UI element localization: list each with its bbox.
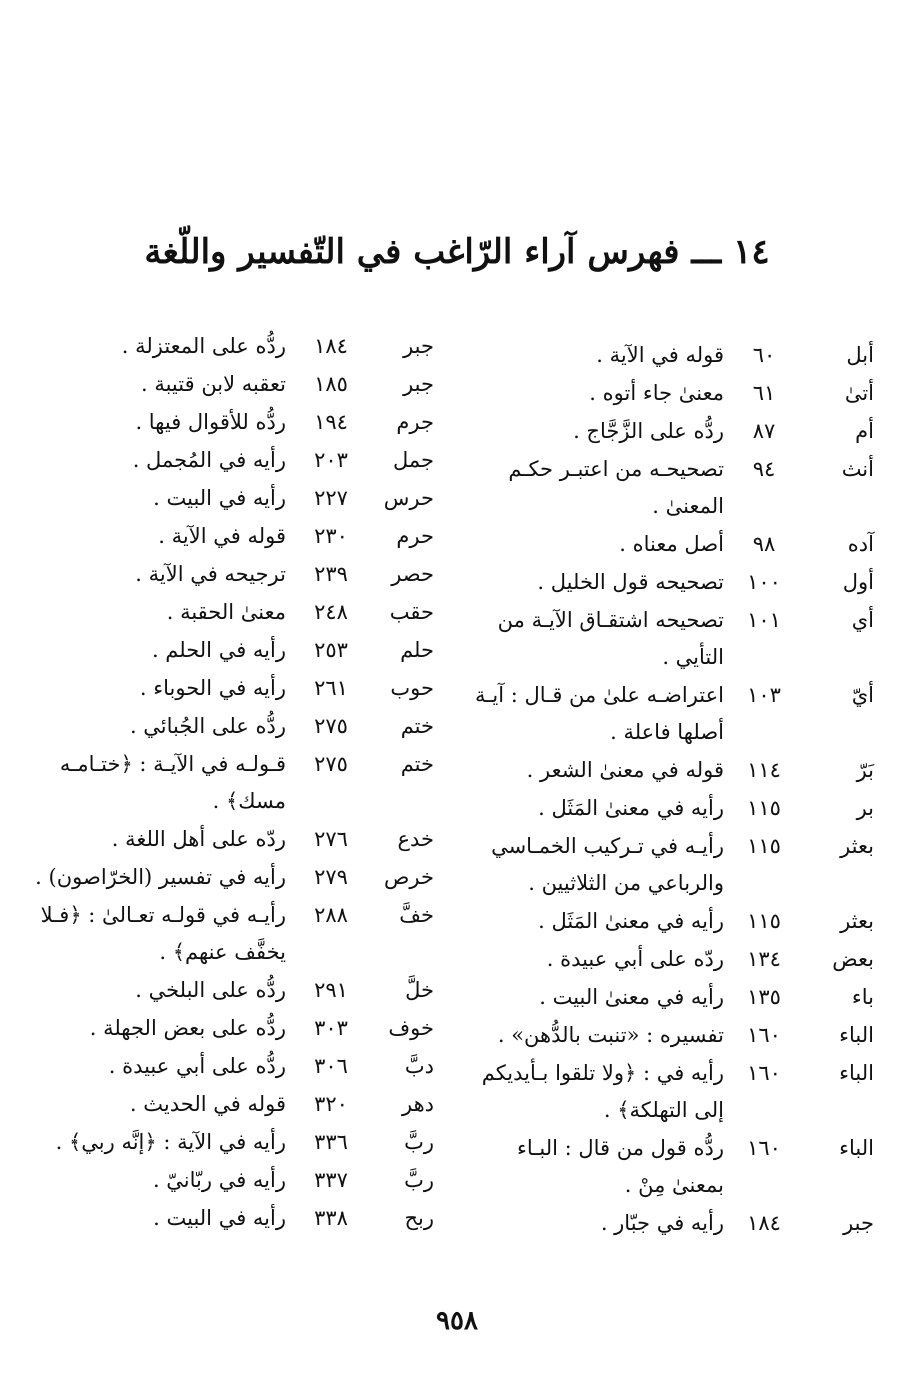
entry-num: ٢٧٥ <box>314 714 348 738</box>
entry-desc: رأيه في الحلم . <box>151 638 286 662</box>
entry-desc: رأيـه في قولـه تعـالىٰ : ﴿فـلا يخفَّف عنهم﴾ . <box>40 903 286 964</box>
entry-num: ١٦٠ <box>747 1136 781 1160</box>
entry-desc: ردُّه على بعض الجهلة . <box>89 1016 286 1040</box>
entry-num: ١٦٠ <box>747 1061 781 1085</box>
entry-root: ربَّ <box>404 1130 434 1154</box>
entry-num: ٢٦١ <box>314 676 348 700</box>
entry-num: ١٠٣ <box>747 683 781 707</box>
entry-root: أنث <box>841 457 874 481</box>
entry-num: ٣٣٨ <box>314 1206 348 1230</box>
index-entry <box>14 328 434 365</box>
entry-desc: ردّه على أبي عبيدة . <box>546 947 724 971</box>
entry-num: ٢٣٩ <box>314 562 348 586</box>
index-entry <box>474 564 874 601</box>
entry-num: ١٨٥ <box>314 372 348 396</box>
entry-root: ختم <box>400 714 434 738</box>
entry-num: ٢٩١ <box>314 978 348 1002</box>
index-entry <box>474 1130 874 1204</box>
entry-desc: ردُّه قول من قال : البـاء بمعنىٰ مِنْ . <box>516 1136 724 1197</box>
entry-desc: ترجيحه في الآية . <box>135 562 286 586</box>
page-title: ١٤ ـــ فهرس آراء الرّاغب في التّفسير واللّغة <box>144 232 770 272</box>
index-column-right <box>474 337 874 1243</box>
entry-num: ٩٨ <box>752 532 776 556</box>
entry-desc: أصل معناه . <box>619 532 724 556</box>
entry-desc: تصحيحـه من اعتبـر حكـم المعنىٰ . <box>508 457 724 518</box>
index-entry <box>14 821 434 858</box>
entry-root: حلم <box>400 638 434 662</box>
entry-root: باء <box>851 985 874 1009</box>
index-entry <box>474 375 874 412</box>
entry-num: ٢٤٨ <box>314 600 348 624</box>
entry-root: بعثر <box>840 909 874 933</box>
entry-num: ٣٣٦ <box>314 1130 348 1154</box>
entry-desc: ردُّه على أبي عبيدة . <box>108 1054 286 1078</box>
index-entry <box>14 670 434 707</box>
index-entry <box>474 526 874 563</box>
entry-desc: قـولـه في الآيـة : ﴿ختـامـه مسك﴾ . <box>59 752 286 813</box>
entry-root: حرس <box>383 486 434 510</box>
entry-num: ٢٠٣ <box>314 448 348 472</box>
entry-num: ٢٥٣ <box>314 638 348 662</box>
entry-root: بعض <box>832 947 874 971</box>
entry-root: ختم <box>400 752 434 776</box>
entry-desc: ردُّه على الزَّجَّاج . <box>573 419 724 443</box>
entry-root: خوف <box>388 1016 434 1040</box>
entry-desc: معنىٰ الحقبة . <box>166 600 286 624</box>
index-entry <box>14 859 434 896</box>
entry-root: بَرّ <box>856 758 874 782</box>
entry-root: بر <box>856 796 874 820</box>
entry-num: ١٠١ <box>747 608 781 632</box>
entry-desc: رأيه في البيت . <box>153 1206 286 1230</box>
entry-num: ٢٨٨ <box>314 903 348 927</box>
entry-desc: رأيه في جبّار . <box>600 1211 724 1235</box>
entry-root: خرص <box>384 865 434 889</box>
entry-root: خدع <box>397 827 434 851</box>
entry-desc: ردّه على أهل اللغة . <box>111 827 286 851</box>
index-entry <box>14 404 434 441</box>
entry-root: حرم <box>396 524 434 548</box>
index-entry <box>14 1124 434 1161</box>
index-entry <box>474 677 874 751</box>
entry-desc: رأيه في معنىٰ المَثَل . <box>538 909 724 933</box>
index-entry <box>474 790 874 827</box>
entry-root: أتىٰ <box>844 381 874 405</box>
entry-desc: قوله في الحديث . <box>129 1092 286 1116</box>
index-entry <box>14 1086 434 1123</box>
entry-desc: ردُّه على البلخي . <box>135 978 286 1002</box>
entry-num: ٢٣٠ <box>314 524 348 548</box>
entry-desc: ردُّه للأقوال فيها . <box>135 410 286 434</box>
entry-desc: معنىٰ جاء أتوه . <box>589 381 724 405</box>
entry-num: ٩٤ <box>752 457 776 481</box>
entry-desc: ردُّه على المعتزلة . <box>121 334 286 358</box>
entry-root: أم <box>855 419 874 443</box>
entry-desc: تفسيره : «تنبت بالدُّهن» . <box>497 1023 724 1047</box>
entry-root: خلَّ <box>405 978 434 1002</box>
entry-desc: رأيه في ربّانيّ . <box>152 1168 286 1192</box>
index-entry <box>474 1055 874 1129</box>
entry-root: بعثر <box>840 834 874 858</box>
entry-num: ٢٢٧ <box>314 486 348 510</box>
entry-num: ١٨٤ <box>314 334 348 358</box>
entry-num: ٢٧٥ <box>314 752 348 776</box>
index-entry <box>474 828 874 902</box>
index-entry <box>14 708 434 745</box>
index-entry <box>14 632 434 669</box>
index-entry <box>474 1017 874 1054</box>
entry-num: ٣٣٧ <box>314 1168 348 1192</box>
entry-root: دهر <box>401 1092 434 1116</box>
index-entry <box>14 556 434 593</box>
entry-desc: رأيه في الحوباء . <box>139 676 286 700</box>
entry-num: ١٠٠ <box>747 570 781 594</box>
entry-desc: تعقبه لابن قتيبة . <box>140 372 286 396</box>
entry-desc: رأيه في البيت . <box>153 486 286 510</box>
entry-desc: رأيه في معنىٰ المَثَل . <box>538 796 724 820</box>
index-entry <box>474 602 874 676</box>
index-entry <box>14 1200 434 1237</box>
entry-desc: رأيه في المُجمل . <box>132 448 286 472</box>
index-entry <box>14 1010 434 1047</box>
index-entry <box>14 972 434 1009</box>
entry-root: أيّ <box>851 683 874 707</box>
entry-root: جرم <box>396 410 434 434</box>
entry-desc: رأيه في تفسير (الخرّاصون) . <box>35 865 286 889</box>
entry-num: ٨٧ <box>752 419 776 443</box>
index-entry <box>14 442 434 479</box>
entry-num: ١١٥ <box>747 796 781 820</box>
entry-root: ربَّ <box>404 1168 434 1192</box>
entry-desc: رأيـه في تـركيب الخمـاسي والرباعي من الثلاثيين . <box>491 834 724 895</box>
entry-desc: ردُّه على الجُبائي . <box>129 714 286 738</box>
entry-desc: تصحيحه قول الخليل . <box>537 570 724 594</box>
entry-root: حصر <box>391 562 434 586</box>
index-entry <box>474 451 874 525</box>
entry-num: ٣٢٠ <box>314 1092 348 1116</box>
entry-num: ١١٥ <box>747 909 781 933</box>
entry-root: جمل <box>392 448 434 472</box>
entry-num: ١٣٤ <box>747 947 781 971</box>
entry-root: أي <box>851 608 874 632</box>
index-entry <box>14 897 434 971</box>
entry-desc: اعتراضـه علىٰ من قـال : آيـة أصلها فاعلة . <box>475 683 724 744</box>
index-entry <box>14 1162 434 1199</box>
index-entry <box>14 746 434 820</box>
entry-num: ١٦٠ <box>747 1023 781 1047</box>
entry-num: ٢٧٩ <box>314 865 348 889</box>
entry-root: الباء <box>839 1023 874 1047</box>
entry-num: ٣٠٦ <box>314 1054 348 1078</box>
entry-root: الباء <box>839 1136 874 1160</box>
index-entry <box>474 941 874 978</box>
entry-root: آده <box>847 532 874 556</box>
index-entry <box>474 903 874 940</box>
entry-root: خفَّ <box>399 903 434 927</box>
entry-root: ربح <box>404 1206 434 1230</box>
index-entry <box>474 752 874 789</box>
index-entry <box>474 337 874 374</box>
index-entry <box>14 366 434 403</box>
entry-root: دبَّ <box>404 1054 434 1078</box>
index-entry <box>14 518 434 555</box>
entry-num: ٦١ <box>752 381 776 405</box>
entry-root: حقب <box>389 600 434 624</box>
entry-desc: رأيه في : ﴿ولا تلقوا بـأيديكم إلى التهلكة﴾ . <box>481 1061 724 1122</box>
entry-root: أبل <box>846 343 874 367</box>
entry-desc: قوله في الآية . <box>596 343 724 367</box>
index-entry <box>474 979 874 1016</box>
entry-root: جبر <box>403 372 434 396</box>
page-number: ٩٥٨ <box>436 1306 478 1336</box>
entry-num: ١١٥ <box>747 834 781 858</box>
entry-num: ١١٤ <box>747 758 781 782</box>
entry-desc: قوله في معنىٰ الشعر . <box>526 758 724 782</box>
entry-desc: رأيه في الآية : ﴿إنَّه ربي﴾ . <box>55 1130 286 1154</box>
entry-desc: تصحيحه اشتقـاق الآيـة من التأيي . <box>497 608 724 669</box>
entry-root: جبر <box>403 334 434 358</box>
entry-num: ١٨٤ <box>747 1211 781 1235</box>
entry-root: جبر <box>843 1211 874 1235</box>
index-entry <box>14 594 434 631</box>
entry-desc: قوله في الآية . <box>158 524 286 548</box>
entry-num: ١٣٥ <box>747 985 781 1009</box>
entry-num: ٢٧٦ <box>314 827 348 851</box>
entry-root: الباء <box>839 1061 874 1085</box>
index-entry <box>14 1048 434 1085</box>
entry-root: حوب <box>390 676 434 700</box>
entry-num: ١٩٤ <box>314 410 348 434</box>
entry-num: ٦٠ <box>752 343 776 367</box>
entry-desc: رأيه في معنىٰ البيت . <box>539 985 724 1009</box>
entry-root: أول <box>842 570 874 594</box>
index-column-left <box>14 328 434 1238</box>
index-entry <box>474 1205 874 1242</box>
index-entry <box>14 480 434 517</box>
entry-num: ٣٠٣ <box>314 1016 348 1040</box>
index-entry <box>474 413 874 450</box>
